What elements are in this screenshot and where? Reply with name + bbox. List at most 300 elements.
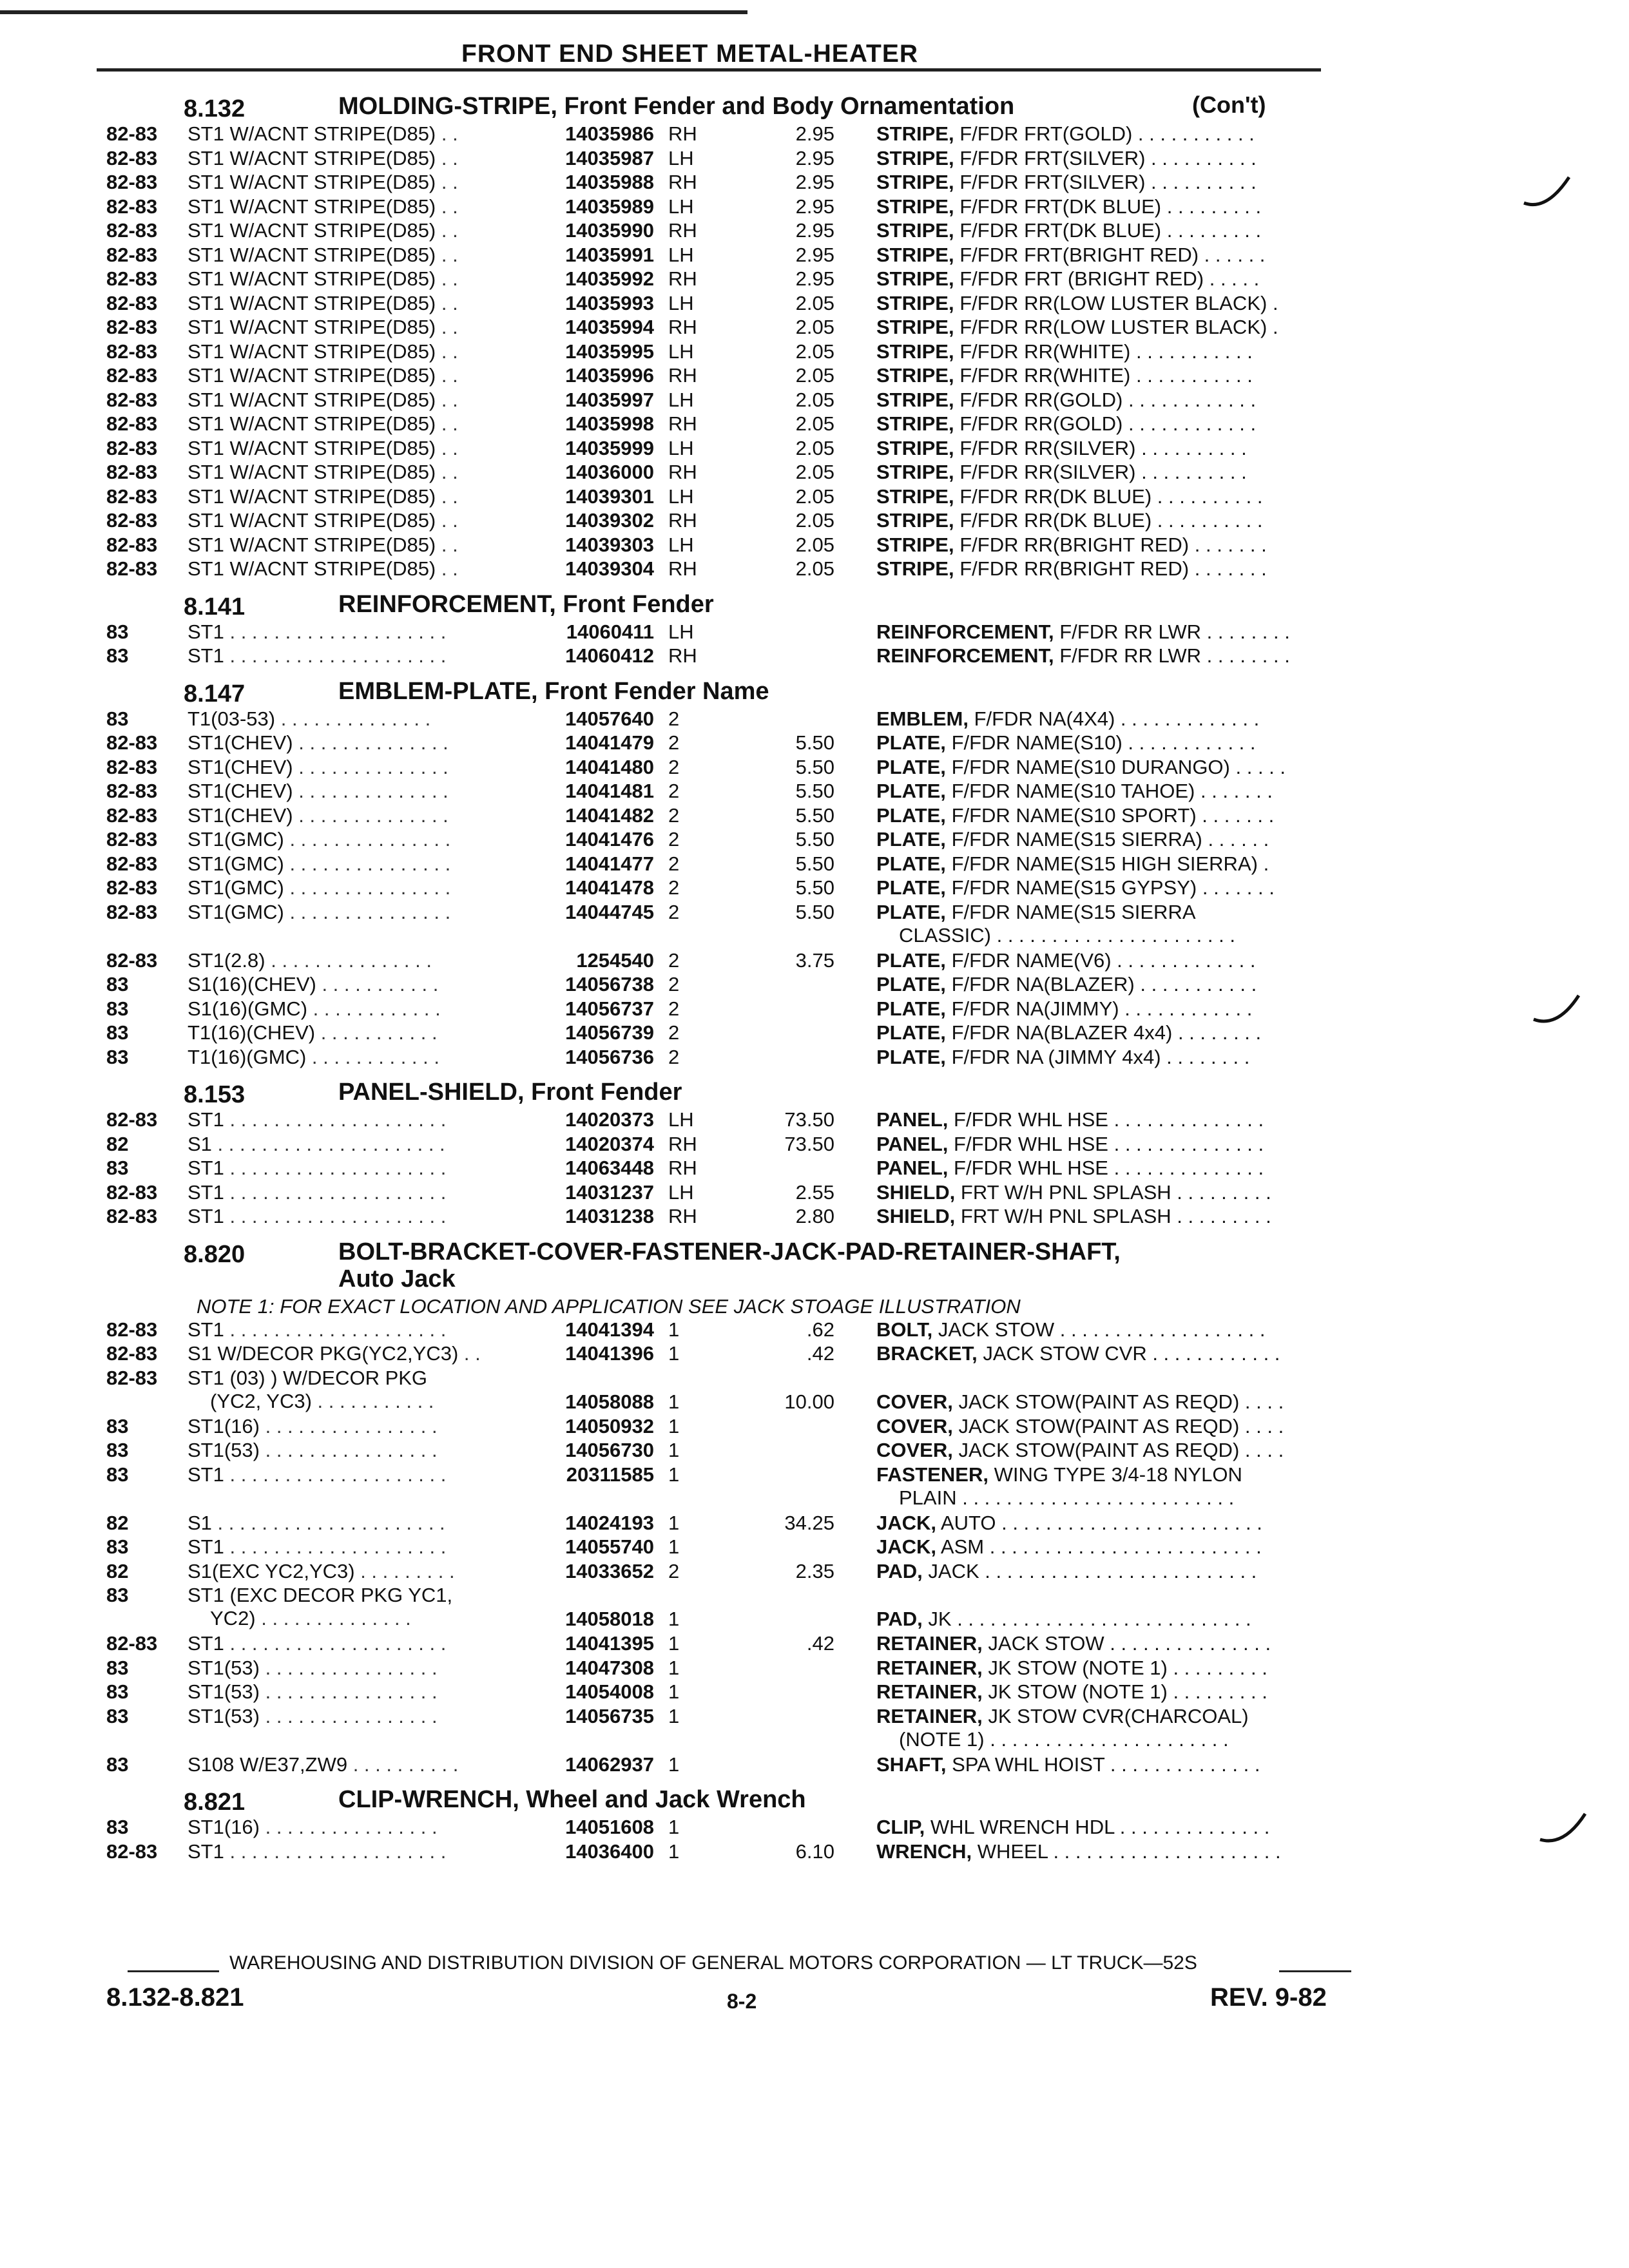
leader-dots: . . . . . . . . . . . . . . xyxy=(1108,1157,1264,1179)
part-number: 14063448 xyxy=(565,1157,654,1179)
table-row xyxy=(106,364,1363,389)
model-year: 82 xyxy=(106,1132,129,1155)
quantity: 1 xyxy=(668,1608,680,1630)
pencil-check-mark-1 xyxy=(1521,174,1572,213)
price: 2.95 xyxy=(795,171,834,193)
leader-dots: . . xyxy=(436,557,458,580)
part-number: 14041480 xyxy=(565,755,654,778)
application-text: S1 xyxy=(188,1511,212,1534)
application-text: ST1(CHEV) xyxy=(188,780,293,802)
leader-dots: . . . . . . . . . . . . xyxy=(306,1045,439,1068)
quantity: RH xyxy=(668,364,697,387)
description-text: F/FDR FRT(BRIGHT RED) xyxy=(959,243,1199,266)
model-year: 82-83 xyxy=(106,316,158,338)
part-number: 14056736 xyxy=(565,1045,654,1068)
leader-dots: . . . . . . . . . . . . xyxy=(1123,412,1257,435)
section-title xyxy=(338,678,769,706)
application-text-line-2: (YC2, YC3) xyxy=(210,1389,312,1412)
leader-dots: . . xyxy=(436,436,458,459)
description xyxy=(876,1705,1353,1751)
section-title xyxy=(338,1079,682,1106)
application-text: S1(16)(GMC) xyxy=(188,997,308,1020)
part-number: 14035996 xyxy=(565,364,654,387)
leader-dots: . . . . . . . . . . . . . xyxy=(1111,948,1256,972)
application-text: ST1(2.8) xyxy=(188,948,265,972)
model-year: 82-83 xyxy=(106,1318,158,1341)
table-row xyxy=(106,901,1363,949)
table-row xyxy=(106,644,1363,669)
table-row xyxy=(106,1657,1363,1681)
pencil-check-mark-2 xyxy=(1530,992,1582,1031)
model-year: 83 xyxy=(106,1753,129,1776)
description xyxy=(876,1512,1353,1535)
table-row xyxy=(106,1840,1363,1865)
application-text: ST1 W/ACNT STRIPE(D85) xyxy=(188,533,436,556)
model-year: 83 xyxy=(106,1535,129,1558)
table-row xyxy=(106,461,1363,485)
leader-dots: . . . . xyxy=(1239,1414,1284,1437)
leader-dots: . . . . . . . . . . . . . . . . . . . xyxy=(1054,1318,1266,1341)
leader-dots: . . . . . . . . . . xyxy=(1145,171,1257,193)
application-text: ST1 xyxy=(188,1205,224,1227)
part-number: 1254540 xyxy=(576,948,654,972)
description-text: F/FDR RR(BRIGHT RED) xyxy=(959,557,1190,580)
price: 5.50 xyxy=(795,876,834,899)
model-year: 82-83 xyxy=(106,122,158,145)
description-noun: STRIPE, xyxy=(876,412,954,435)
application-text: ST1 W/ACNT STRIPE(D85) xyxy=(188,485,436,508)
description-noun: STRIPE, xyxy=(876,485,954,508)
model-year: 83 xyxy=(106,1045,129,1068)
price: 2.95 xyxy=(795,243,834,266)
application-text: ST1(CHEV) xyxy=(188,731,293,754)
part-number: 14056739 xyxy=(565,1021,654,1044)
table-row xyxy=(106,1512,1363,1536)
description xyxy=(876,1840,1353,1863)
leader-dots: . . . . . . . . . . . . . . . xyxy=(284,828,451,850)
table-row xyxy=(106,1367,1363,1415)
part-number: 14024193 xyxy=(565,1511,654,1534)
leader-dots: . . . . . . . . . . . . . . . xyxy=(284,900,451,923)
model-year: 83 xyxy=(106,644,129,667)
section-heading xyxy=(106,1233,1363,1295)
description-noun: SHAFT, xyxy=(876,1753,947,1776)
leader-dots: . . . . . . . . . . . . . . . . . . . . xyxy=(224,1463,447,1486)
description xyxy=(876,1157,1353,1180)
model-year: 82-83 xyxy=(106,780,158,802)
description-noun: REINFORCEMENT, xyxy=(876,620,1054,643)
model-year: 82-83 xyxy=(106,533,158,556)
model-year: 82-83 xyxy=(106,803,158,827)
description-noun: PLATE, xyxy=(876,852,946,875)
table-row xyxy=(106,1632,1363,1657)
description xyxy=(876,1021,1353,1044)
table-row xyxy=(106,1584,1363,1632)
model-year: 82-83 xyxy=(106,364,158,387)
description xyxy=(876,973,1353,996)
part-number: 14056737 xyxy=(565,997,654,1020)
model-year: 82-83 xyxy=(106,291,158,314)
leader-dots: . . . . . . . . . . . . . . . . . . . . . . xyxy=(984,1727,1229,1751)
part-number: 14041396 xyxy=(565,1342,654,1365)
price: 5.50 xyxy=(795,803,834,827)
quantity: 1 xyxy=(668,1318,680,1341)
application-text: ST1(GMC) xyxy=(188,900,284,923)
description-noun: STRIPE, xyxy=(876,364,954,387)
quantity: LH xyxy=(668,243,694,266)
leader-dots: . . . . . . . . . xyxy=(1167,1656,1268,1679)
quantity: RH xyxy=(668,557,697,580)
quantity: RH xyxy=(668,412,697,435)
application-text: S108 W/E37,ZW9 xyxy=(188,1753,348,1776)
part-number: 14035991 xyxy=(565,243,654,266)
description-text: F/FDR RR(DK BLUE) xyxy=(959,509,1152,532)
pencil-check-mark-3 xyxy=(1537,1811,1588,1849)
table-row xyxy=(106,756,1363,780)
leader-dots: . . xyxy=(436,291,458,314)
description xyxy=(876,364,1353,387)
application-text: ST1 W/ACNT STRIPE(D85) xyxy=(188,509,436,532)
price: 2.05 xyxy=(795,557,834,580)
leader-dots: . . . . . . . . . . . . . . . . . . . . . . . . . xyxy=(979,1559,1257,1582)
model-year: 82-83 xyxy=(106,900,158,923)
description-noun: STRIPE, xyxy=(876,171,954,193)
quantity: 1 xyxy=(668,1704,680,1727)
application-text: ST1 xyxy=(188,1535,224,1558)
table-row xyxy=(106,1753,1363,1778)
price: 2.05 xyxy=(795,461,834,483)
description-noun: BOLT, xyxy=(876,1318,933,1341)
quantity: LH xyxy=(668,340,694,363)
table-row xyxy=(106,1181,1363,1206)
leader-dots: . . . . . . . . . . . . . . . xyxy=(265,948,432,972)
application-text-line-2: YC2) xyxy=(210,1607,256,1629)
table-row xyxy=(106,949,1363,974)
model-year: 82-83 xyxy=(106,557,158,580)
leader-dots: . . . . xyxy=(1239,1439,1284,1461)
leader-dots: . . . . . . . . . . xyxy=(1135,461,1247,483)
model-year: 83 xyxy=(106,1463,129,1486)
description xyxy=(876,195,1353,218)
description xyxy=(876,412,1353,436)
quantity: RH xyxy=(668,1132,697,1155)
description-text: F/FDR NAME(S15 SIERRA) xyxy=(951,828,1202,850)
description-text: F/FDR RR(WHITE) xyxy=(959,340,1131,363)
application-text: ST1(GMC) xyxy=(188,876,284,899)
description xyxy=(876,1205,1353,1228)
description xyxy=(876,1342,1353,1365)
section-heading xyxy=(106,673,1363,707)
description-noun: STRIPE, xyxy=(876,122,954,145)
description-noun: STRIPE, xyxy=(876,219,954,242)
description-noun: PLATE, xyxy=(876,876,946,899)
price: 5.50 xyxy=(795,755,834,778)
quantity: LH xyxy=(668,195,694,218)
leader-dots: . . . . . . . . xyxy=(1172,1021,1262,1044)
description xyxy=(876,876,1353,899)
quantity: LH xyxy=(668,620,694,643)
model-year: 82-83 xyxy=(106,436,158,459)
description-text: F/FDR RR(SILVER) xyxy=(959,436,1136,459)
leader-dots: . . . . . . . . . xyxy=(1161,219,1262,242)
quantity: 1 xyxy=(668,1390,680,1413)
section-heading xyxy=(106,88,1363,122)
leader-dots: . . . . . . . . . . . . . . xyxy=(293,780,448,802)
leader-dots: . . . . . . . . . . . xyxy=(1132,122,1255,145)
description-text: F/FDR RR(LOW LUSTER BLACK) xyxy=(959,316,1268,338)
quantity: 2 xyxy=(668,828,680,850)
quantity: RH xyxy=(668,122,697,145)
table-row xyxy=(106,620,1363,645)
model-year: 82-83 xyxy=(106,1632,158,1655)
application-text: ST1(GMC) xyxy=(188,852,284,875)
description xyxy=(876,1560,1353,1583)
part-number: 14036400 xyxy=(565,1840,654,1863)
quantity: 2 xyxy=(668,755,680,778)
leader-dots: . . . . . . . . . . . . xyxy=(307,997,441,1020)
description-text: JK xyxy=(928,1608,952,1630)
description xyxy=(876,997,1353,1021)
leader-dots: . . xyxy=(436,195,458,218)
description-text: WING TYPE 3/4-18 NYLON xyxy=(994,1463,1242,1486)
description-noun: PLATE, xyxy=(876,828,946,850)
description-text: FRT W/H PNL SPLASH xyxy=(960,1180,1171,1204)
application-text: ST1 xyxy=(188,1157,224,1179)
section-title-line: MOLDING-STRIPE, Front Fender and Body Ornamentation xyxy=(338,93,1015,120)
table-row xyxy=(106,997,1363,1022)
footer-page-number: 8-2 xyxy=(727,1990,757,2013)
application-text: ST1 W/ACNT STRIPE(D85) xyxy=(188,316,436,338)
quantity: RH xyxy=(668,267,697,290)
leader-dots: . . . . . . . . . . . . . . . . . . . . xyxy=(224,1535,447,1558)
quantity: 2 xyxy=(668,876,680,899)
model-year: 83 xyxy=(106,997,129,1020)
model-year: 82-83 xyxy=(106,1342,158,1365)
part-number: 14035986 xyxy=(565,122,654,145)
quantity: RH xyxy=(668,1157,697,1179)
table-row xyxy=(106,1342,1363,1367)
description-noun: JACK, xyxy=(876,1511,937,1534)
application-text: T1(16)(GMC) xyxy=(188,1045,307,1068)
description-text: F/FDR WHL HSE xyxy=(954,1157,1108,1179)
leader-dots: . . . . . . . . . . . . . . xyxy=(255,1607,411,1629)
description xyxy=(876,731,1353,754)
description xyxy=(876,1632,1353,1655)
footer-revision: REV. 9-82 xyxy=(1210,1983,1327,2012)
part-number: 14051608 xyxy=(565,1816,654,1838)
description-noun: FASTENER, xyxy=(876,1463,988,1486)
model-year: 82-83 xyxy=(106,948,158,972)
description-noun: COVER, xyxy=(876,1439,953,1461)
model-year: 82-83 xyxy=(106,1180,158,1204)
description-text: JACK STOW xyxy=(988,1632,1104,1655)
leader-dots: . . xyxy=(458,1342,481,1365)
leader-dots: . . . . . . . . . . . . . . . . . . . . xyxy=(224,1318,447,1341)
description-noun: STRIPE, xyxy=(876,533,954,556)
price: 34.25 xyxy=(784,1511,834,1534)
description-noun: RETAINER, xyxy=(876,1632,983,1655)
leader-dots: . xyxy=(1267,291,1278,314)
table-row xyxy=(106,1133,1363,1157)
leader-dots: . . . . . . . . . . . . . . xyxy=(275,707,431,730)
description-line-2 xyxy=(876,1728,1353,1751)
part-number: 14039304 xyxy=(565,557,654,580)
description xyxy=(876,620,1353,644)
price: 2.05 xyxy=(795,533,834,556)
model-year: 82-83 xyxy=(106,876,158,899)
price: 73.50 xyxy=(784,1108,834,1131)
part-number: 14035990 xyxy=(565,219,654,242)
table-row xyxy=(106,485,1363,510)
description xyxy=(876,1680,1353,1704)
application-text: ST1(GMC) xyxy=(188,828,284,850)
price: 10.00 xyxy=(784,1390,834,1413)
model-year: 83 xyxy=(106,1656,129,1679)
leader-dots: . . . . . . . . . . . . . . xyxy=(1104,1753,1260,1776)
table-row xyxy=(106,147,1363,171)
description-text: F/FDR NAME(S10 DURANGO) xyxy=(951,755,1230,778)
model-year: 82-83 xyxy=(106,340,158,363)
application-text: S1 xyxy=(188,1132,212,1155)
application-text: ST1 (EXC DECOR PKG YC1, xyxy=(188,1584,453,1606)
leader-dots: . . . . . . . xyxy=(1195,780,1273,802)
price: 5.50 xyxy=(795,780,834,802)
application-text: ST1 W/ACNT STRIPE(D85) xyxy=(188,388,436,411)
part-number: 14031238 xyxy=(565,1205,654,1227)
leader-dots: . . . . . . . . . . . . xyxy=(1123,388,1257,411)
quantity: 1 xyxy=(668,1342,680,1365)
application-text: ST1 xyxy=(188,1180,224,1204)
description-noun: EMBLEM, xyxy=(876,707,969,730)
description xyxy=(876,1108,1353,1131)
model-year: 83 xyxy=(106,620,129,643)
description-text: F/FDR NAME(S10 SPORT) xyxy=(951,803,1197,827)
application-text: ST1(53) xyxy=(188,1656,260,1679)
model-year: 83 xyxy=(106,1584,129,1606)
section-number: 8.153 xyxy=(184,1081,246,1108)
section-heading xyxy=(106,1073,1363,1108)
leader-dots: . . . . . . . . . . . . . . . . . . . . . . xyxy=(990,923,1235,947)
application-text: ST1 xyxy=(188,620,224,643)
table-row xyxy=(106,1205,1363,1229)
description-noun: CLIP, xyxy=(876,1816,925,1838)
price: 2.95 xyxy=(795,195,834,218)
description-text: F/FDR NA(JIMMY) xyxy=(951,997,1119,1020)
table-row xyxy=(106,219,1363,244)
description-noun: PLATE, xyxy=(876,900,946,923)
quantity: 1 xyxy=(668,1753,680,1776)
description xyxy=(876,1415,1353,1438)
price: 73.50 xyxy=(784,1132,834,1155)
leader-dots: . . . . . . . xyxy=(1196,803,1275,827)
description-noun: STRIPE, xyxy=(876,146,954,169)
description-noun: PLATE, xyxy=(876,731,946,754)
description-text: F/FDR RR LWR xyxy=(1059,644,1202,667)
description xyxy=(876,1318,1353,1341)
description-noun: STRIPE, xyxy=(876,243,954,266)
part-number: 14041479 xyxy=(565,731,654,754)
application-text: S1 W/DECOR PKG(YC2,YC3) xyxy=(188,1342,459,1365)
section-title-line: CLIP-WRENCH, Wheel and Jack Wrench xyxy=(338,1786,806,1813)
leader-dots: . . . . . . . . . . . . . . . xyxy=(284,852,451,875)
description-noun: WRENCH, xyxy=(876,1840,972,1863)
description xyxy=(876,1657,1353,1680)
price: 5.50 xyxy=(795,900,834,923)
description-text-2: CLASSIC) xyxy=(899,923,991,947)
leader-dots: . . . . . . . . . . . . . . xyxy=(1108,1132,1264,1155)
quantity: 1 xyxy=(668,1463,680,1486)
quantity: RH xyxy=(668,219,697,242)
application-text: ST1(53) xyxy=(188,1439,260,1461)
leader-dots: . . . . . . . . . xyxy=(1171,1180,1271,1204)
part-number: 14035995 xyxy=(565,340,654,363)
price: 2.05 xyxy=(795,436,834,459)
leader-dots: . . . . . . . . . . . . . . . . . . . . . . . . . . . xyxy=(951,1608,1251,1630)
model-year: 82-83 xyxy=(106,509,158,532)
leader-dots: . . . . . . . . . . . . . . . . . . . . xyxy=(224,1205,447,1227)
section-title xyxy=(338,591,714,619)
description-noun: STRIPE, xyxy=(876,267,954,290)
description-noun: REINFORCEMENT, xyxy=(876,644,1054,667)
quantity: 2 xyxy=(668,707,680,730)
description-text: JACK STOW xyxy=(938,1318,1055,1341)
description-noun: PANEL, xyxy=(876,1108,949,1131)
leader-dots: . . . . . . . . xyxy=(1201,644,1290,667)
description-noun: PLATE, xyxy=(876,948,946,972)
leader-dots: . . . . . . . . . xyxy=(1167,1680,1268,1703)
application-text: ST1 W/ACNT STRIPE(D85) xyxy=(188,364,436,387)
quantity: 1 xyxy=(668,1656,680,1679)
model-year: 83 xyxy=(106,1439,129,1461)
quantity: 2 xyxy=(668,731,680,754)
description-text: JACK STOW CVR xyxy=(983,1342,1147,1365)
description xyxy=(876,147,1353,170)
quantity: RH xyxy=(668,1205,697,1227)
description-noun: STRIPE, xyxy=(876,291,954,314)
description xyxy=(876,1608,1353,1631)
table-row xyxy=(106,828,1363,852)
model-year: 82-83 xyxy=(106,1840,158,1863)
table-row xyxy=(106,557,1363,582)
table-row xyxy=(106,389,1363,413)
quantity: LH xyxy=(668,533,694,556)
price: 5.50 xyxy=(795,731,834,754)
leader-dots: . . . . . . . . . . . . . xyxy=(1115,707,1260,730)
description-text: WHEEL xyxy=(977,1840,1048,1863)
leader-dots: . . xyxy=(436,219,458,242)
part-number: 14041482 xyxy=(565,803,654,827)
model-year: 83 xyxy=(106,1704,129,1727)
part-number: 14020374 xyxy=(565,1132,654,1155)
table-row xyxy=(106,412,1363,437)
description xyxy=(876,1463,1353,1510)
description xyxy=(876,389,1353,412)
description-noun: COVER, xyxy=(876,1414,953,1437)
table-row xyxy=(106,171,1363,195)
part-number: 14041478 xyxy=(565,876,654,899)
page-header: FRONT END SHEET METAL-HEATER xyxy=(461,40,919,68)
continued-label: (Con't) xyxy=(1192,91,1266,118)
price: 3.75 xyxy=(795,948,834,972)
table-row xyxy=(106,267,1363,292)
quantity: 1 xyxy=(668,1414,680,1437)
description-text: F/FDR RR(WHITE) xyxy=(959,364,1131,387)
price: 2.95 xyxy=(795,267,834,290)
application-text: ST1 W/ACNT STRIPE(D85) xyxy=(188,243,436,266)
table-row xyxy=(106,1415,1363,1439)
description-noun: STRIPE, xyxy=(876,461,954,483)
table-row xyxy=(106,1705,1363,1753)
